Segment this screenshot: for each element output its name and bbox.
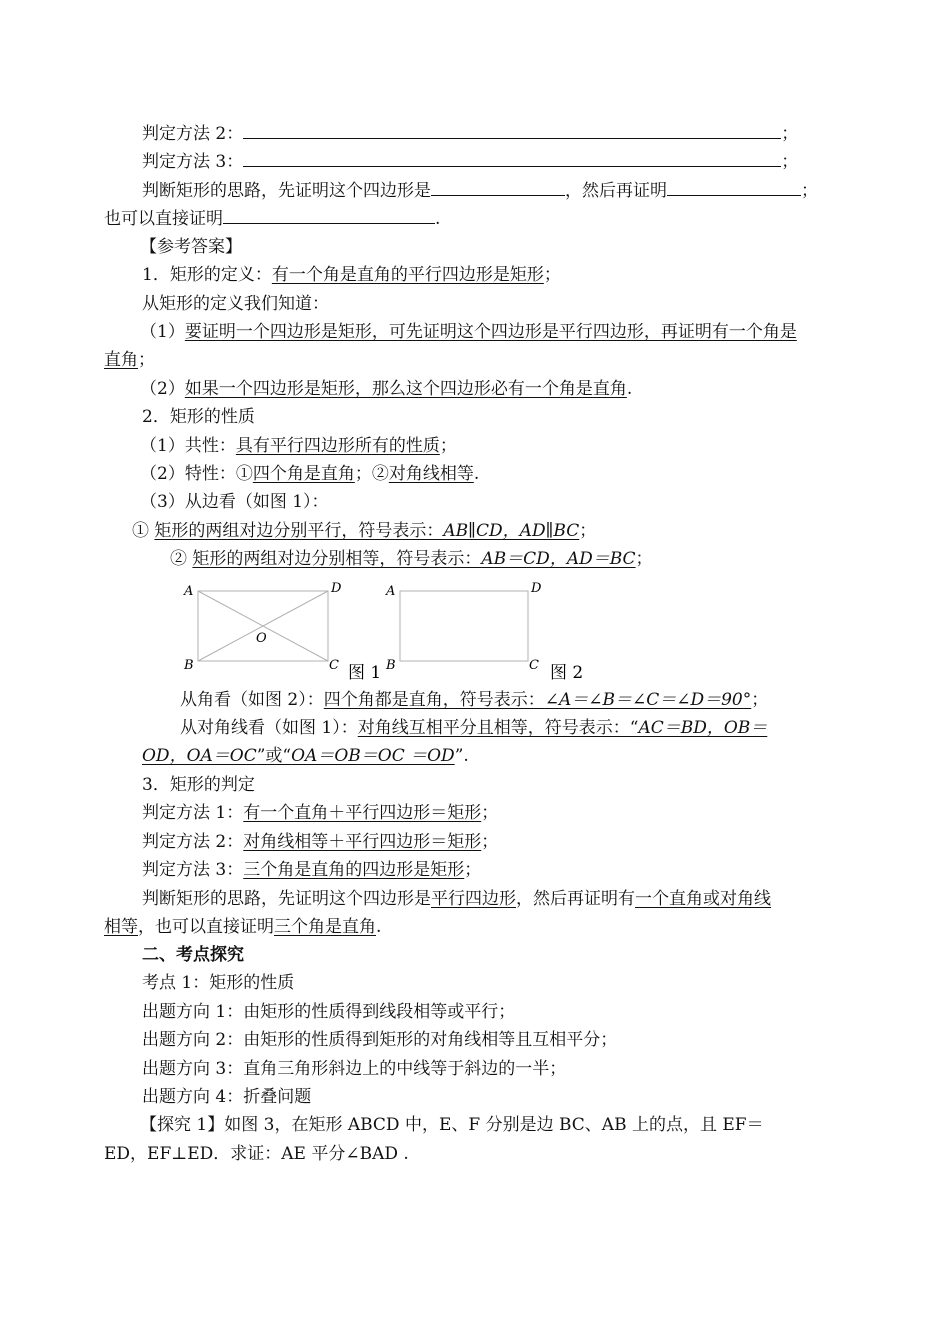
point1-line-2: 直角；	[104, 350, 155, 370]
idea-line-top: 判断矩形的思路，先证明这个四边形是 ，然后再证明 ；	[142, 181, 818, 201]
fig1-caption: 图 1	[348, 663, 382, 683]
side2-line: ② 矩形的两组对边分别相等，符号表示：AB＝CD，AD＝BC；	[170, 549, 653, 569]
direction-3: 出题方向 3：直角三角形斜边上的中线等于斜边的一半；	[142, 1059, 567, 1079]
direction-4: 出题方向 4：折叠问题	[142, 1087, 312, 1107]
point2-line: （2）如果一个四边形是矩形，那么这个四边形必有一个角是直角.	[140, 379, 633, 399]
answer-idea-line: 判断矩形的思路，先证明这个四边形是平行四边形，然后再证明有一个直角或对角线	[142, 889, 771, 909]
fig2-label-a: A	[386, 584, 396, 599]
properties-title: 2．矩形的性质	[142, 407, 255, 427]
judge-1-line: 判定方法 1：有一个直角＋平行四边形＝矩形；	[142, 803, 499, 823]
fig1-label-c: C	[329, 658, 339, 673]
method3-blank	[243, 150, 781, 167]
rectangle-figures	[180, 576, 600, 684]
method2-label: 判定方法 2：	[142, 124, 244, 144]
figure-1	[183, 581, 381, 683]
idea-blank-3	[223, 207, 435, 224]
fig1-label-a: A	[184, 584, 194, 599]
fig1-label-o: O	[256, 631, 267, 646]
angle-line: 从角看（如图 2）：四个角都是直角，符号表示：∠A＝∠B＝∠C＝∠D＝90°；	[180, 690, 769, 710]
side1-line: ① 矩形的两组对边分别平行，符号表示：AB∥CD，AD∥BC；	[132, 521, 597, 541]
fig2-rectangle	[400, 591, 528, 661]
judge-title: 3．矩形的判定	[142, 775, 255, 795]
kaodian-1: 考点 1：矩形的性质	[142, 973, 295, 993]
answer-idea-line-2: 相等，也可以直接证明三个角是直角.	[104, 917, 382, 937]
explore-1-line: 【探究 1】如图 3，在矩形 ABCD 中，E、F 分别是边 BC、AB 上的点，且 EF＝	[140, 1115, 764, 1135]
fig2-label-c: C	[529, 658, 539, 673]
fig2-label-b: B	[386, 658, 396, 673]
diagonal-line: 从对角线看（如图 1）：对角线互相平分且相等，符号表示：“AC＝BD，OB＝	[180, 718, 768, 738]
definition-line: 1．矩形的定义：有一个角是直角的平行四边形是矩形；	[142, 265, 561, 285]
direction-2: 出题方向 2：由矩形的性质得到矩形的对角线相等且互相平分；	[142, 1030, 618, 1050]
idea-line-top-2: 也可以直接证明 .	[104, 209, 441, 229]
fig2-caption: 图 2	[550, 663, 584, 683]
judge-2-line: 判定方法 2：对角线相等＋平行四边形＝矩形；	[142, 832, 499, 852]
answers-heading: 【参考答案】	[140, 237, 242, 257]
know-line: 从矩形的定义我们知道：	[142, 294, 329, 314]
diagonal-line-2: OD，OA＝OC”或“OA＝OB＝OC ＝OD”.	[142, 746, 469, 766]
method2-blank	[243, 122, 781, 139]
method3-line: 判定方法 3： ；	[142, 152, 799, 172]
point1-line: （1）要证明一个四边形是矩形，可先证明这个四边形是平行四边形，再证明有一个角是	[140, 322, 797, 342]
idea-blank-2	[667, 179, 801, 196]
section2-heading: 二、考点探究	[142, 945, 244, 965]
special-line: （2）特性：①四个角是直角；②对角线相等.	[140, 464, 480, 484]
judge-3-line: 判定方法 3：三个角是直角的四边形是矩形；	[142, 860, 482, 880]
explore-1-line-2: ED，EF⊥ED．求证：AE 平分∠BAD .	[104, 1144, 409, 1164]
figure-2	[385, 581, 583, 683]
side-view-line: （3）从边看（如图 1）：	[140, 492, 329, 512]
fig1-label-d: D	[331, 581, 342, 596]
common-line: （1）共性：具有平行四边形所有的性质；	[140, 436, 457, 456]
direction-1: 出题方向 1：由矩形的性质得到线段相等或平行；	[142, 1002, 516, 1022]
fig2-label-d: D	[531, 581, 542, 596]
method2-line: 判定方法 2： ；	[142, 124, 799, 144]
method3-label: 判定方法 3：	[142, 152, 244, 172]
idea-blank-1	[431, 179, 565, 196]
fig1-label-b: B	[184, 658, 194, 673]
